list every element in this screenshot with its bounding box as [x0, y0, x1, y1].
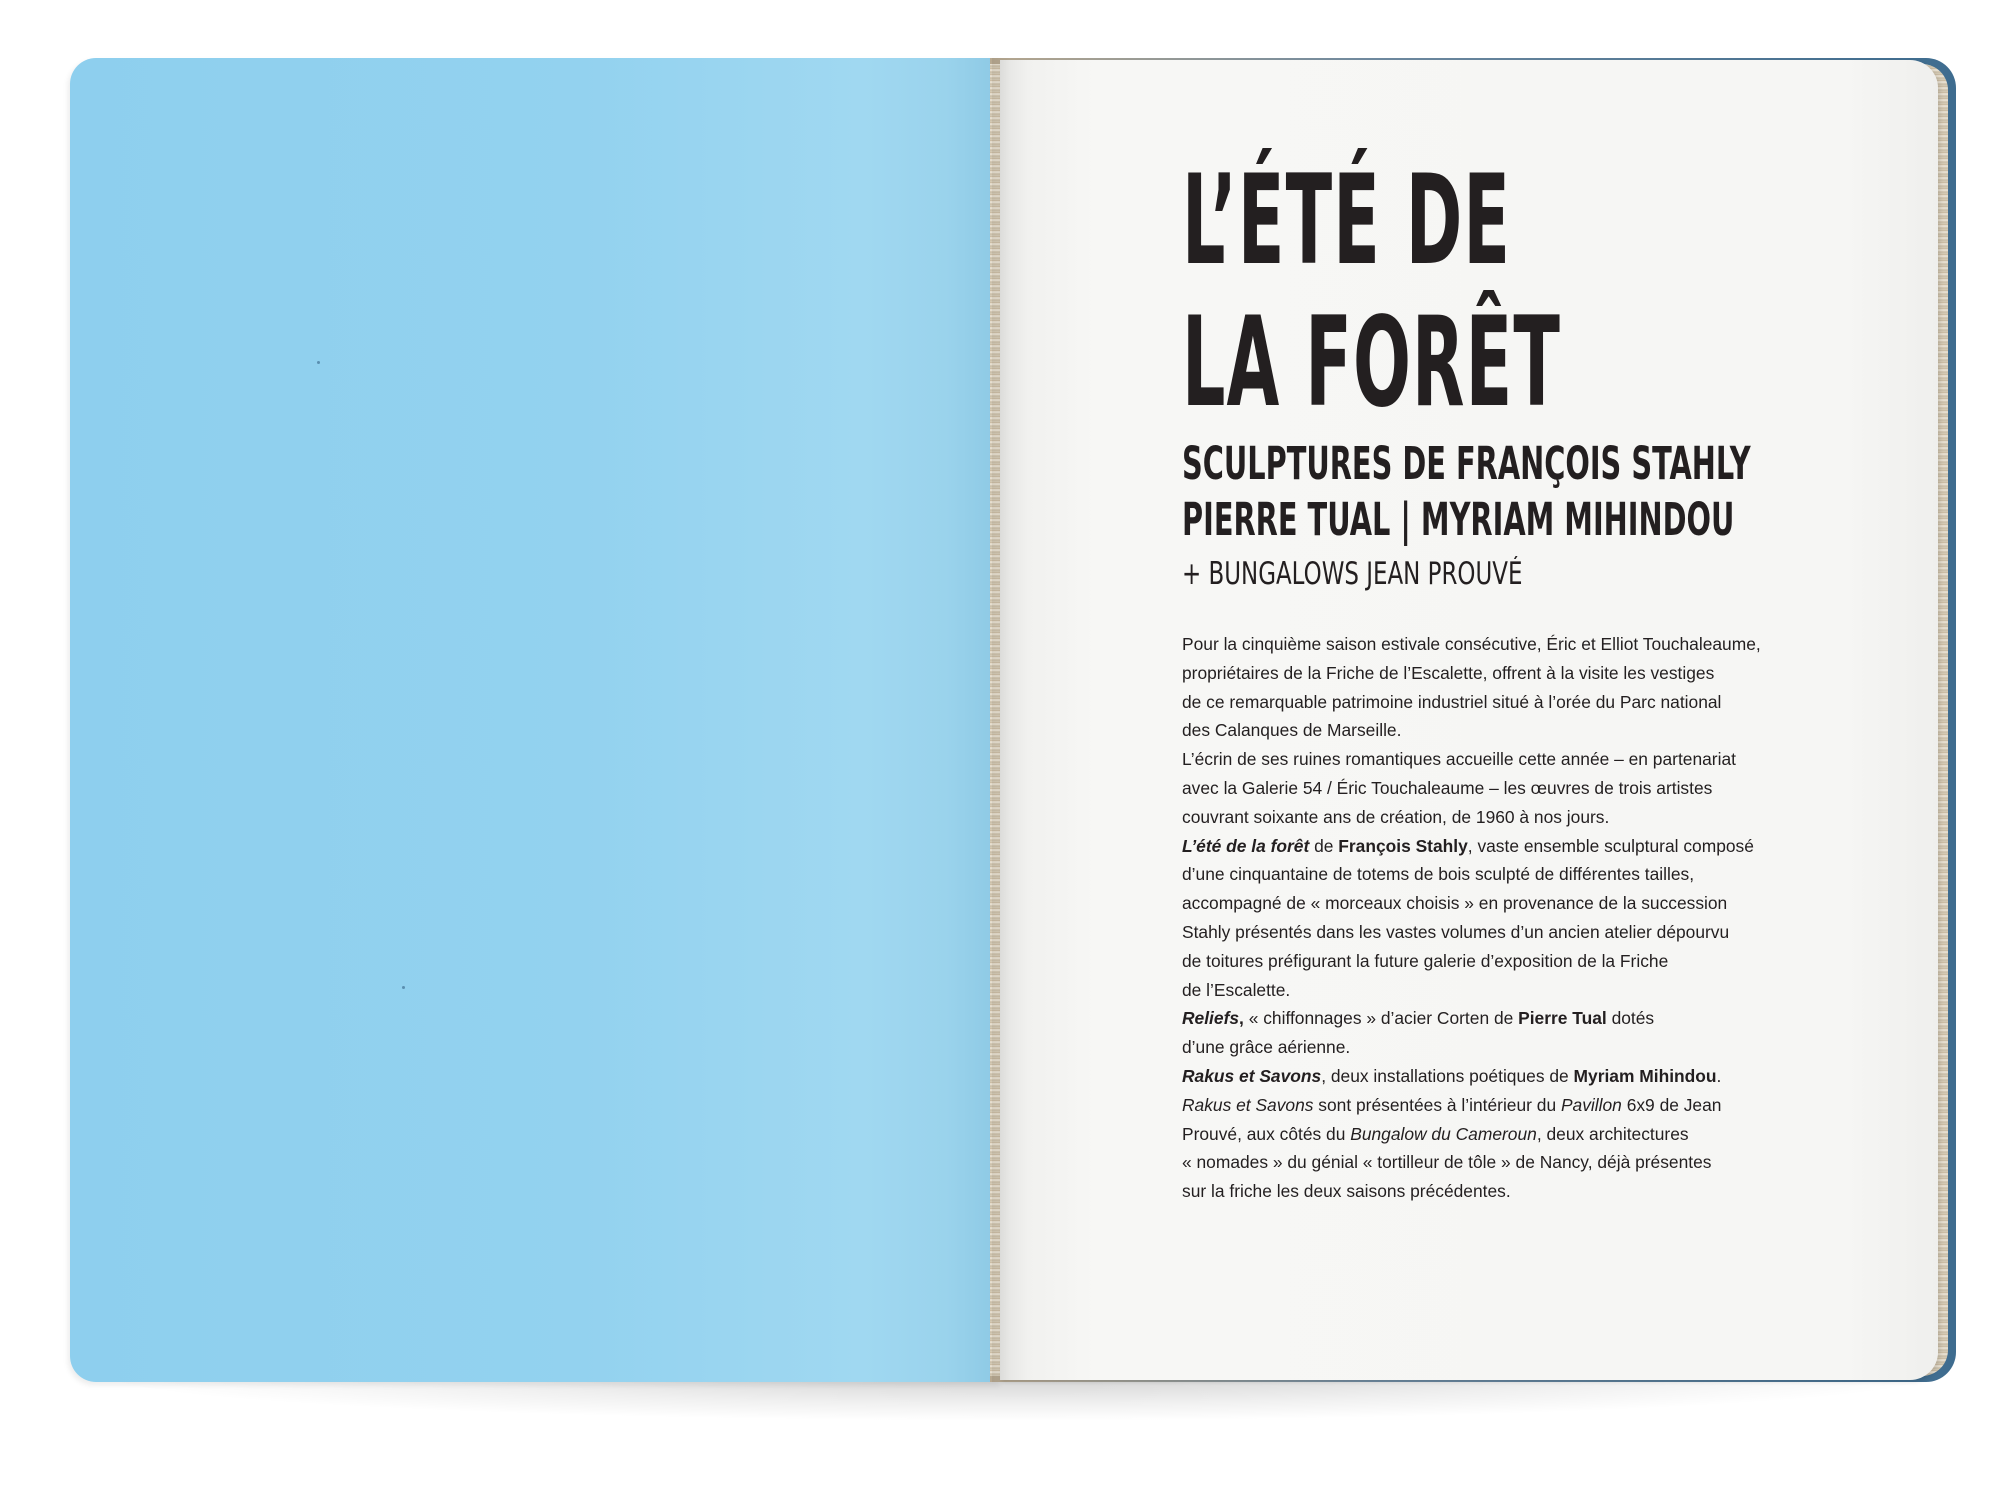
- paper-speck: [317, 361, 320, 364]
- artist-name: Pierre Tual: [1518, 1008, 1607, 1029]
- body-line: [1182, 832, 1862, 861]
- body-line: sur la friche les deux saisons précédentes.: [1182, 1181, 1511, 1202]
- body-line: Stahly présentés dans les vastes volumes d’un ancien atelier dépourvu: [1182, 921, 1730, 942]
- body-line: des Calanques de Marseille.: [1182, 720, 1402, 741]
- subtitle-line-1: SCULPTURES DE FRANÇOIS STAHLY: [1182, 437, 1751, 490]
- body-line: [1182, 1120, 1862, 1149]
- text-run: , deux architectures: [1536, 1123, 1689, 1144]
- left-page-blue: [70, 58, 1002, 1382]
- body-line: avec la Galerie 54 / Éric Touchaleaume – les œuvres de trois artistes: [1182, 777, 1713, 798]
- work-title: Rakus et Savons: [1182, 1065, 1322, 1086]
- body-line: [1182, 1004, 1862, 1033]
- text-run: « chiffonnages » d’acier Corten de: [1243, 1008, 1519, 1029]
- text-run: sont présentées à l’intérieur du: [1313, 1094, 1561, 1115]
- body-line: accompagné de « morceaux choisis » en provenance de la succession: [1182, 893, 1728, 914]
- body-line: propriétaires de la Friche de l’Escalette, offrent à la visite les vestiges: [1182, 662, 1715, 683]
- body-line: de l’Escalette.: [1182, 979, 1291, 1000]
- work-title: Rakus et Savons: [1182, 1094, 1314, 1115]
- spine-gutter: [992, 58, 1010, 1382]
- text-run: de: [1309, 835, 1339, 856]
- page-title-line-1: L’ÉTÉ DE: [1182, 149, 1512, 293]
- text-run: Prouvé, aux côtés du: [1182, 1123, 1351, 1144]
- artist-name: Myriam Mihindou: [1573, 1065, 1717, 1086]
- artist-name: François Stahly: [1338, 835, 1468, 856]
- page-title-line-2: LA FORÊT: [1182, 291, 1561, 435]
- body-line: L’écrin de ses ruines romantiques accueille cette année – en partenariat: [1182, 749, 1736, 770]
- body-line: de ce remarquable patrimoine industriel situé à l’orée du Parc national: [1182, 691, 1722, 712]
- body-line: [1182, 1091, 1862, 1120]
- text-run: ,: [1239, 1008, 1244, 1029]
- work-title: Reliefs: [1182, 1008, 1240, 1029]
- body-line: d’une grâce aérienne.: [1182, 1037, 1351, 1058]
- body-line: d’une cinquantaine de totems de bois sculpté de différentes tailles,: [1182, 864, 1695, 885]
- work-title: L’été de la forêt: [1182, 835, 1310, 856]
- text-run: dotés: [1606, 1008, 1655, 1029]
- body-line: Pour la cinquième saison estivale consécutive, Éric et Elliot Touchaleaume,: [1182, 634, 1761, 654]
- text-run: .: [1716, 1065, 1722, 1086]
- article: [1182, 150, 1862, 1206]
- work-title: Bungalow du Cameroun: [1350, 1123, 1537, 1144]
- paper-speck: [402, 986, 405, 989]
- body-line: couvrant soixante ans de création, de 1960 à nos jours.: [1182, 806, 1610, 827]
- text-run: 6x9: [1621, 1094, 1655, 1115]
- text-run: , deux installations poétiques de: [1321, 1065, 1574, 1086]
- subtitle-line-3: + BUNGALOWS JEAN PROUVÉ: [1182, 556, 1523, 592]
- work-title: Pavillon: [1560, 1094, 1622, 1115]
- body-line: « nomades » du génial « tortilleur de tôle » de Nancy, déjà présentes: [1182, 1152, 1712, 1173]
- text-run: , vaste ensemble sculptural composé: [1467, 835, 1754, 856]
- body-line: [1182, 1062, 1862, 1091]
- text-run: de Jean: [1654, 1094, 1722, 1115]
- body-text: [1182, 630, 1862, 1206]
- subtitle-line-2: PIERRE TUAL | MYRIAM MIHINDOU: [1182, 493, 1735, 546]
- body-line: de toitures préfigurant la future galerie d’exposition de la Friche: [1182, 950, 1669, 971]
